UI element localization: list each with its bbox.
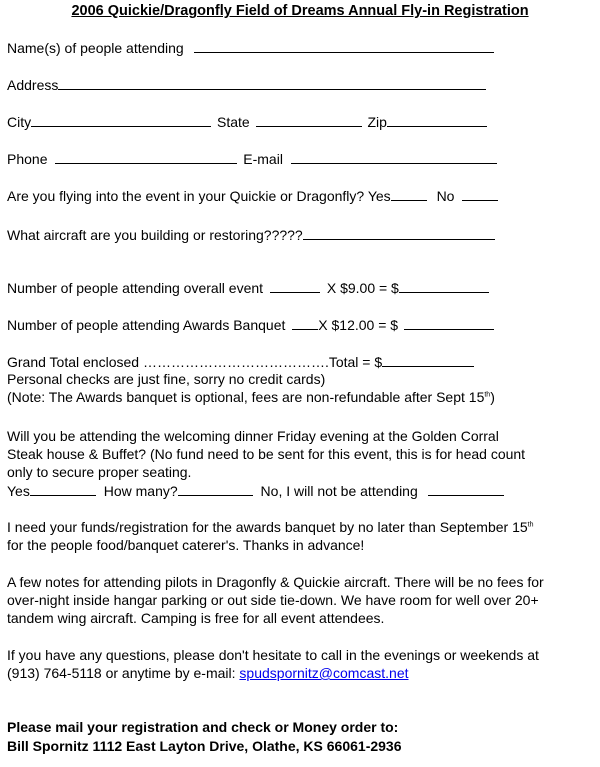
address-label: Address (7, 77, 59, 93)
page-title: 2006 Quickie/Dragonfly Field of Dreams Annual Fly-in Registration (71, 3, 529, 19)
city-state-zip-row (7, 113, 487, 131)
grand-total-row (7, 353, 474, 371)
mail-line-1: Please mail your registration and check or Money order to: (7, 719, 399, 735)
aircraft-row (7, 226, 495, 244)
phone-label: Phone (7, 151, 48, 167)
mail-line-2: Bill Spornitz 1112 East Layton Drive, Olathe, KS 66061-2936 (7, 738, 402, 754)
grand-total-label: Grand Total enclosed ………………………………….Total = $ (7, 354, 383, 370)
aircraft-question: What aircraft are you building or restoring????? (7, 227, 303, 243)
flying-yes-field[interactable] (391, 187, 427, 201)
refund-note-close: ) (490, 389, 495, 405)
dinner-no-label: No, I will not be attending (260, 483, 418, 499)
phone-field[interactable] (55, 150, 237, 164)
phone-email-row (7, 150, 497, 168)
dinner-yes-label: Yes (7, 483, 30, 499)
email-label: E-mail (243, 151, 283, 167)
dinner-line-1: Will you be attending the welcoming dinner Friday evening at the Golden Corral (7, 428, 499, 444)
zip-field[interactable] (387, 113, 487, 127)
overall-row (7, 279, 489, 297)
overall-count-field[interactable] (270, 279, 320, 293)
dinner-answer-row (7, 482, 504, 500)
dinner-how-many-field[interactable] (178, 482, 253, 496)
notes-line-1: A few notes for attending pilots in Dragonfly & Quickie aircraft. There will be no fees for (7, 574, 544, 590)
questions-line-2 (7, 665, 409, 682)
dinner-no-field[interactable] (428, 482, 504, 496)
names-label: Name(s) of people attending (7, 40, 184, 56)
questions-line-1: If you have any questions, please don't hesitate to call in the evenings or weekends at (7, 647, 539, 663)
funds-line-1-sup: th (527, 521, 534, 529)
banquet-total-field[interactable] (404, 316, 494, 330)
grand-total-field[interactable] (382, 353, 474, 367)
overall-price: X $9.00 = $ (326, 280, 399, 296)
email-link[interactable]: spudspornitz@comcast.net (239, 665, 409, 681)
banquet-price: X $12.00 = $ (318, 317, 399, 333)
overall-total-field[interactable] (399, 279, 489, 293)
flying-no-label: No (436, 188, 455, 204)
flying-question: Are you flying into the event in your Quickie or Dragonfly? (7, 188, 365, 204)
notes-line-3: tandem wing aircraft. Camping is free for all event attendees. (7, 610, 385, 626)
flying-yes-label: Yes (367, 188, 391, 204)
banquet-row (7, 316, 494, 334)
banquet-count-field[interactable] (292, 316, 318, 330)
dinner-how-many-label: How many? (103, 483, 178, 499)
dinner-line-3: only to secure proper seating. (7, 464, 192, 480)
overall-label: Number of people attending overall event (7, 280, 264, 296)
zip-label: Zip (367, 114, 387, 130)
dinner-line-2: Steak house & Buffet? (No fund need to be sent for this event, this is for head count (7, 446, 526, 462)
dinner-yes-field[interactable] (30, 482, 96, 496)
address-row (7, 76, 486, 94)
refund-note (7, 389, 495, 406)
questions-line-2-text: (913) 764-5118 or anytime by e-mail: (7, 665, 236, 681)
flying-no-field[interactable] (462, 187, 498, 201)
city-field[interactable] (31, 113, 211, 127)
aircraft-field[interactable] (303, 226, 495, 240)
refund-note-text: (Note: The Awards banquet is optional, fees are non-refundable after Sept 15 (7, 389, 485, 405)
funds-line-1-text: I need your funds/registration for the awards banquet by no later than September 15 (7, 519, 528, 535)
checks-note: Personal checks are just fine, sorry no credit cards) (7, 371, 326, 387)
names-row (7, 39, 494, 57)
state-field[interactable] (256, 113, 362, 127)
notes-line-2: over-night inside hangar parking or out side tie-down. We have room for well over 20+ (7, 592, 539, 608)
funds-line-2: for the people food/banquet caterer's. Thanks in advance! (7, 537, 365, 553)
funds-line-1 (7, 519, 534, 536)
city-label: City (7, 114, 32, 130)
names-field[interactable] (194, 39, 494, 53)
banquet-label: Number of people attending Awards Banquet (7, 317, 286, 333)
flying-row (7, 187, 498, 205)
address-field[interactable] (58, 76, 486, 90)
refund-note-sup: th (484, 391, 491, 399)
state-label: State (217, 114, 250, 130)
email-field[interactable] (291, 150, 497, 164)
